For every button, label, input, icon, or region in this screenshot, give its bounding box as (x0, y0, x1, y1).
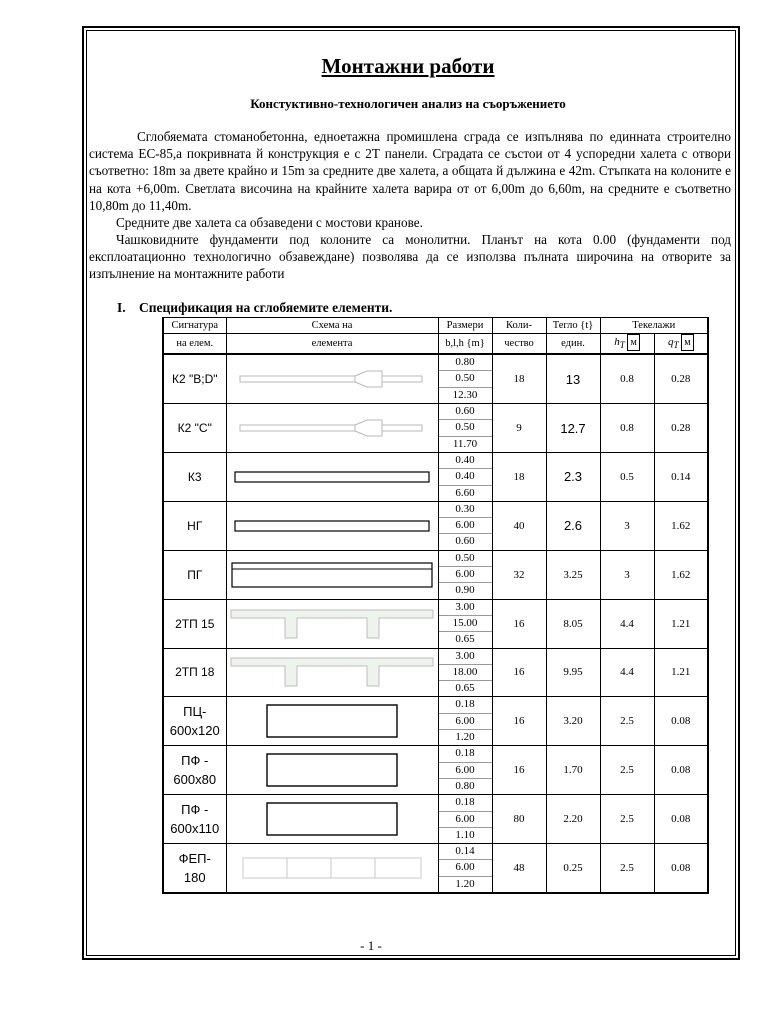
cell-weight: 12.7 (546, 404, 600, 453)
dim-value: 0.18 (439, 746, 492, 762)
double-t-panel-icon (227, 654, 438, 690)
cell-scheme (226, 599, 438, 648)
cell-dims (438, 648, 492, 697)
cell-weight: 3.20 (546, 697, 600, 746)
dim-value: 6.00 (439, 714, 492, 730)
cell-signature: ФЕП- 180 (163, 844, 226, 893)
cell-q: 0.28 (654, 354, 708, 403)
beam-icon (227, 469, 438, 485)
header-signature: Сигнатура (163, 318, 226, 334)
cell-weight: 9.95 (546, 648, 600, 697)
header-qty: Коли- (492, 318, 546, 334)
cell-h: 2.5 (600, 746, 654, 795)
header-signature-sub: на елем. (163, 334, 226, 355)
cell-qty: 80 (492, 795, 546, 844)
cell-h: 2.5 (600, 795, 654, 844)
dim-value: 0.80 (455, 779, 475, 792)
dim-value: 3.00 (439, 600, 492, 616)
window-panel-icon (227, 856, 438, 880)
cell-signature: 2ТП 18 (163, 648, 226, 697)
header-rigging: Текелажи (600, 318, 708, 334)
double-t-panel-icon (227, 606, 438, 642)
cell-qty: 16 (492, 648, 546, 697)
cell-h: 4.4 (600, 599, 654, 648)
cell-signature: 2ТП 15 (163, 599, 226, 648)
cell-scheme (226, 452, 438, 501)
cell-scheme (226, 354, 438, 403)
cell-q: 1.21 (654, 599, 708, 648)
header-q: $q_T$ м (654, 334, 708, 355)
dim-value: 0.80 (439, 355, 492, 371)
dim-value: 6.60 (455, 486, 475, 499)
cell-dims (438, 746, 492, 795)
cell-qty: 32 (492, 550, 546, 599)
dim-value: 6.00 (439, 812, 492, 828)
wall-panel-icon (227, 752, 438, 788)
dim-value: 18.00 (439, 665, 492, 681)
paragraph-foundations: Чашковидните фундаменти под колоните са монолитни. Планът на кота 0.00 (фундаменти под експлоатационно технологично обзавеждане) позволява да се използва пълната широчина на отворите за изпълнение на монтажните работи (89, 232, 731, 282)
cell-q: 1.62 (654, 501, 708, 550)
cell-qty: 48 (492, 844, 546, 893)
cell-weight: 8.05 (546, 599, 600, 648)
cell-qty: 9 (492, 404, 546, 453)
dim-value: 0.60 (439, 404, 492, 420)
cell-q: 0.08 (654, 795, 708, 844)
dim-value: 0.14 (439, 844, 492, 860)
cell-dims (438, 452, 492, 501)
cell-signature: К2 "C" (163, 404, 226, 453)
table-row (163, 795, 708, 844)
cell-q: 1.21 (654, 648, 708, 697)
dim-value: 6.00 (439, 763, 492, 779)
page-title: Монтажни работи (321, 54, 495, 78)
dim-value: 0.40 (439, 469, 492, 485)
table-row (163, 844, 708, 893)
elements-spec-table (162, 317, 709, 894)
table-header-row-2 (163, 334, 708, 355)
dim-value: 0.65 (455, 633, 475, 646)
cell-h: 4.4 (600, 648, 654, 697)
cell-scheme (226, 404, 438, 453)
cell-signature: ПГ (163, 550, 226, 599)
cell-signature: К3 (163, 452, 226, 501)
dim-value: 0.40 (439, 453, 492, 469)
header-dims-sub: b,l,h {m} (438, 334, 492, 355)
double-beam-icon (227, 561, 438, 589)
column-icon (227, 369, 438, 389)
cell-scheme (226, 795, 438, 844)
cell-h: 3 (600, 550, 654, 599)
cell-weight: 3.25 (546, 550, 600, 599)
wall-panel-icon (227, 703, 438, 739)
table-row (163, 501, 708, 550)
header-weight: Тегло {t} (546, 318, 600, 334)
cell-weight: 0.25 (546, 844, 600, 893)
cell-qty: 18 (492, 354, 546, 403)
cell-weight: 1.70 (546, 746, 600, 795)
dim-value: 0.60 (455, 535, 475, 548)
wall-panel-icon (227, 801, 438, 837)
cell-dims (438, 501, 492, 550)
dim-value: 0.18 (439, 697, 492, 713)
cell-signature: ПЦ- 600x120 (163, 697, 226, 746)
cell-h: 2.5 (600, 844, 654, 893)
cell-dims (438, 550, 492, 599)
cell-scheme (226, 501, 438, 550)
table-row (163, 354, 708, 403)
cell-h: 2.5 (600, 697, 654, 746)
dim-value: 3.00 (439, 649, 492, 665)
cell-qty: 16 (492, 746, 546, 795)
section-title: Спецификация на сглобяемите елементи. (139, 300, 393, 315)
cell-qty: 40 (492, 501, 546, 550)
cell-h: 0.8 (600, 404, 654, 453)
header-scheme-sub: елемента (226, 334, 438, 355)
dim-value: 0.30 (439, 502, 492, 518)
cell-qty: 16 (492, 599, 546, 648)
table-row (163, 550, 708, 599)
dim-value: 11.70 (452, 437, 478, 450)
cell-q: 0.28 (654, 404, 708, 453)
dim-value: 1.20 (455, 731, 475, 744)
dim-value: 0.18 (439, 795, 492, 811)
dim-value: 0.90 (455, 584, 475, 597)
header-h: $h_T$ м (600, 334, 654, 355)
table-row (163, 648, 708, 697)
dim-value: 6.00 (439, 518, 492, 534)
section-heading (117, 300, 392, 316)
cell-scheme (226, 844, 438, 893)
cell-dims (438, 697, 492, 746)
dim-value: 6.00 (439, 567, 492, 583)
header-weight-sub: един. (546, 334, 600, 355)
cell-q: 0.08 (654, 746, 708, 795)
cell-signature: К2 "B;D" (163, 354, 226, 403)
dim-value: 0.50 (439, 551, 492, 567)
dim-value: 0.65 (455, 682, 475, 695)
cell-dims (438, 599, 492, 648)
cell-dims (438, 404, 492, 453)
dim-value: 1.20 (455, 877, 475, 890)
page-number: - 1 - (360, 938, 382, 953)
table-header-row-1 (163, 318, 708, 334)
cell-signature: ПФ - 600x80 (163, 746, 226, 795)
table-row (163, 697, 708, 746)
cell-signature: ПФ - 600x110 (163, 795, 226, 844)
dim-value: 1.10 (455, 828, 475, 841)
header-scheme: Схема на (226, 318, 438, 334)
cell-h: 0.8 (600, 354, 654, 403)
cell-scheme (226, 648, 438, 697)
cell-dims (438, 795, 492, 844)
cell-dims (438, 354, 492, 403)
cell-q: 0.14 (654, 452, 708, 501)
table-row (163, 599, 708, 648)
cell-weight: 2.6 (546, 501, 600, 550)
dim-value: 12.30 (452, 388, 478, 401)
page-subtitle: Констуктивно-технологичен анализ на съоръжението (250, 96, 566, 111)
cell-weight: 13 (546, 354, 600, 403)
cell-h: 0.5 (600, 452, 654, 501)
header-qty-sub: чество (492, 334, 546, 355)
cell-q: 0.08 (654, 844, 708, 893)
cell-scheme (226, 550, 438, 599)
dim-value: 6.00 (439, 860, 492, 876)
header-dims: Размери (438, 318, 492, 334)
cell-dims (438, 844, 492, 893)
section-number: I. (117, 300, 126, 315)
cell-weight: 2.3 (546, 452, 600, 501)
cell-weight: 2.20 (546, 795, 600, 844)
paragraph-description: Сглобяемата стоманобетонна, едноетажна промишлена сграда се изпълнява по единната строително система ЕС-85,а покривната й конструкция е с 2Т панели. Сградата се състои от 4 успоредни халета с отвори съответно: 18m за двете крайно и 15m за средните две халета, а общата й дължина е 42m. Стъпката на колоните е на кота +6,00m. Светлата височина на крайните халета варира от от 6,00m до 6,60m, на средните е съответно 10,80m до 11,40m. (89, 129, 731, 213)
cell-h: 3 (600, 501, 654, 550)
column-icon (227, 418, 438, 438)
table-row (163, 452, 708, 501)
paragraph-cranes: Средните две халета са обзаведени с мостови кранове. (116, 215, 423, 230)
cell-qty: 18 (492, 452, 546, 501)
cell-q: 1.62 (654, 550, 708, 599)
dim-value: 15.00 (439, 616, 492, 632)
dim-value: 0.50 (439, 420, 492, 436)
table-row (163, 746, 708, 795)
table-row (163, 404, 708, 453)
cell-qty: 16 (492, 697, 546, 746)
cell-scheme (226, 697, 438, 746)
cell-q: 0.08 (654, 697, 708, 746)
cell-scheme (226, 746, 438, 795)
beam-icon (227, 518, 438, 534)
cell-signature: НГ (163, 501, 226, 550)
dim-value: 0.50 (439, 371, 492, 387)
